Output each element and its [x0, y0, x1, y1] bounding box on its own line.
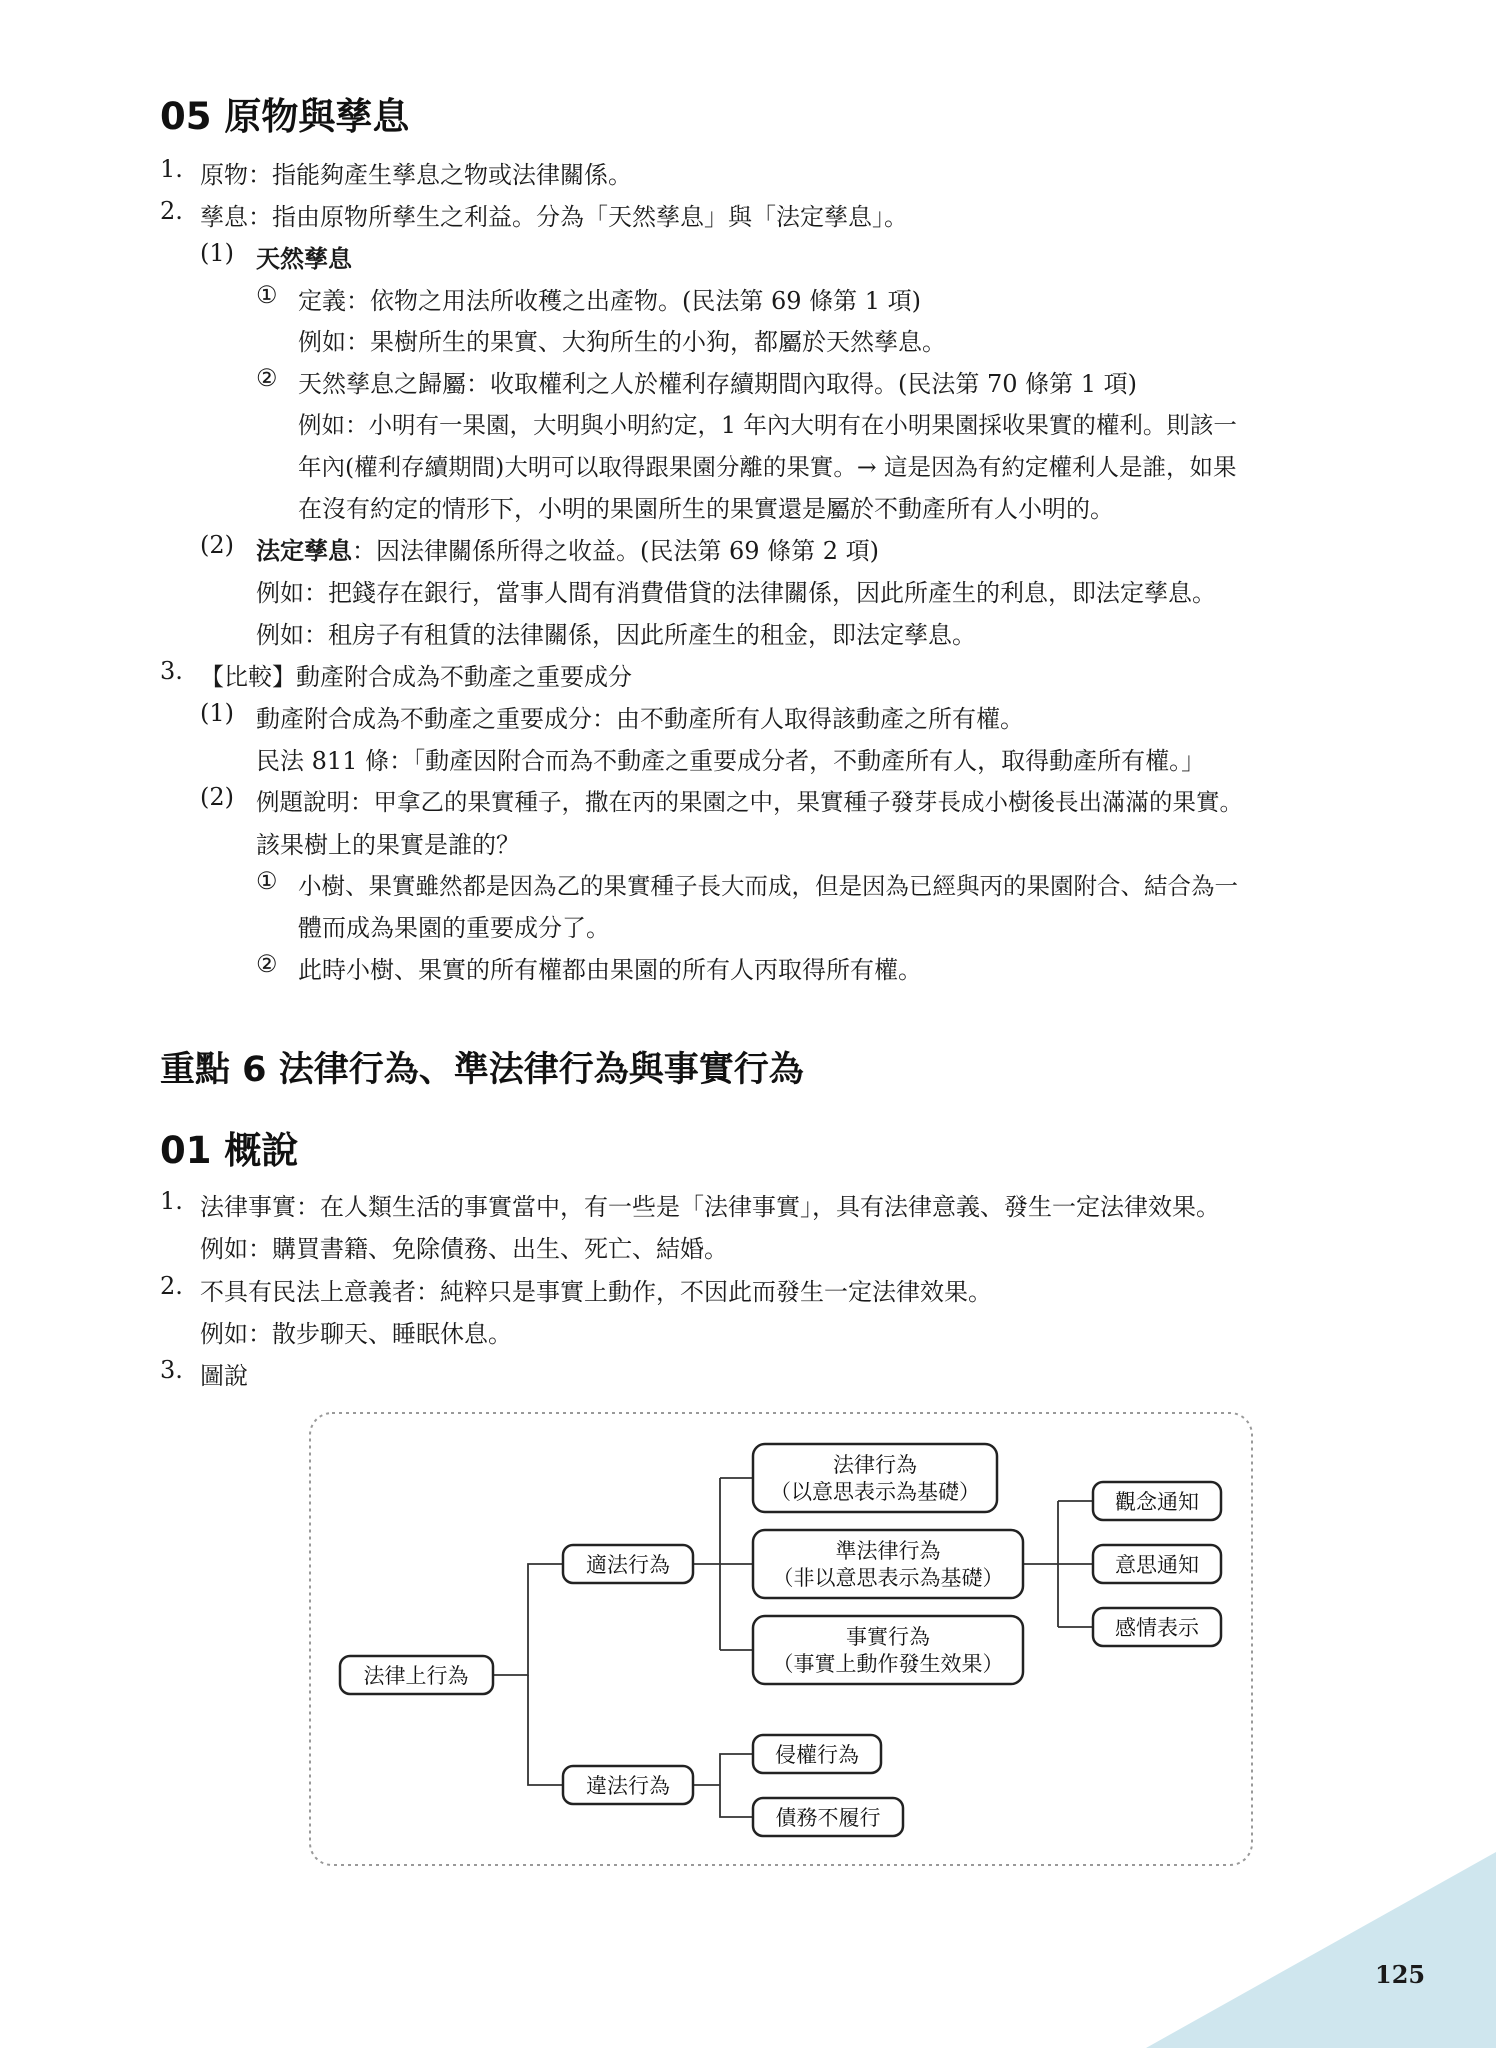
- node-emotion: [1093, 1608, 1221, 1646]
- circle-mark: ②: [256, 364, 278, 392]
- natural-definition: 定義：依物之用法所收穫之出產物。(民法第 69 條第 1 項): [298, 287, 922, 315]
- legal-facts-example: 例如：購買書籍、免除債務、出生、死亡、結婚。: [200, 1235, 728, 1263]
- node-tort-label: 侵權行為: [775, 1743, 859, 1767]
- natural-ownership-example: 例如：小明有一果園，大明與小明約定，1 年內大明有在小明果園採收果實的權利。則該一: [298, 411, 1237, 439]
- sub-title-legal-fruits: 法定孳息: [256, 537, 352, 565]
- natural-ownership-example: 年內(權利存續期間)大明可以取得跟果園分離的果實。→ 這是因為有約定權利人是誰，如果: [298, 453, 1237, 481]
- item-number: 3.: [160, 657, 183, 685]
- node-legal-acts-label: 適法行為: [586, 1553, 670, 1577]
- sub-number: (1): [200, 239, 234, 267]
- node-factual-act-sub: （事實上動作發生效果）: [772, 1652, 1004, 1676]
- non-legal-acts: 不具有民法上意義者：純粹只是事實上動作，不因此而發生一定法律效果。: [200, 1278, 992, 1306]
- node-root: [340, 1656, 493, 1694]
- natural-ownership: 天然孳息之歸屬：收取權利之人於權利存續期間內取得。(民法第 70 條第 1 項): [298, 370, 1138, 398]
- example-answer: 體而成為果園的重要成分了。: [298, 914, 610, 942]
- natural-example: 例如：果樹所生的果實、大狗所生的小狗，都屬於天然孳息。: [298, 328, 946, 356]
- item-original: 原物：指能夠產生孳息之物或法律關係。: [200, 161, 632, 189]
- civil-code-811: 民法 811 條：「動產因附合而為不動產之重要成分者，不動產所有人，取得動產所有權。」: [256, 747, 1206, 775]
- legal-fruits-text: ：因法律關係所得之收益。(民法第 69 條第 2 項): [352, 537, 880, 565]
- item-number: 1.: [160, 1187, 183, 1215]
- example-question: 該果樹上的果實是誰的？: [256, 831, 520, 859]
- node-juristic-act: [753, 1444, 997, 1512]
- circle-mark: ②: [256, 950, 278, 978]
- example-answer: 小樹、果實雖然都是因為乙的果實種子長大而成，但是因為已經與丙的果園附合、結合為一: [298, 872, 1238, 900]
- node-quasi-act-title: 準法律行為: [835, 1539, 941, 1563]
- point-heading: 重點 6 法律行為、準法律行為與事實行為: [160, 1050, 804, 1090]
- node-root-label: 法律上行為: [363, 1664, 469, 1688]
- item-number: 1.: [160, 155, 183, 183]
- node-factual-act: [753, 1616, 1023, 1684]
- item-comparison: 【比較】動產附合成為不動產之重要成分: [200, 663, 632, 691]
- node-notice-intent-label: 意思通知: [1115, 1553, 1199, 1577]
- page-number: 125: [1375, 1960, 1426, 1989]
- circle-mark: ①: [256, 867, 278, 895]
- node-legal-acts: [563, 1545, 693, 1583]
- legal-fruits-example: 例如：租房子有租賃的法律關係，因此所產生的租金，即法定孳息。: [256, 621, 976, 649]
- sub-number: (2): [200, 531, 234, 559]
- item-number: 2.: [160, 197, 183, 225]
- node-notice-intent: [1093, 1545, 1221, 1583]
- node-quasi-act-sub: （非以意思表示為基礎）: [772, 1566, 1004, 1590]
- node-notice-concept: [1093, 1482, 1221, 1520]
- node-quasi-juristic-act: [753, 1530, 1023, 1598]
- accession-rule: 動產附合成為不動產之重要成分：由不動產所有人取得該動產之所有權。: [256, 705, 1024, 733]
- circle-mark: ①: [256, 281, 278, 309]
- node-juristic-act-title: 法律行為: [833, 1453, 917, 1477]
- item-number: 3.: [160, 1356, 183, 1384]
- node-default: [753, 1798, 903, 1836]
- node-notice-concept-label: 觀念通知: [1115, 1490, 1199, 1514]
- legal-fruits-example: 例如：把錢存在銀行，當事人間有消費借貸的法律關係，因此所產生的利息，即法定孳息。: [256, 579, 1216, 607]
- example-answer: 此時小樹、果實的所有權都由果園的所有人丙取得所有權。: [298, 956, 922, 984]
- section-heading-01: 01 概說: [160, 1129, 299, 1172]
- node-emotion-label: 感情表示: [1115, 1616, 1199, 1640]
- non-legal-acts-example: 例如：散步聊天、睡眠休息。: [200, 1320, 512, 1348]
- node-tort: [753, 1735, 881, 1773]
- example-question: 例題說明：甲拿乙的果實種子，撒在丙的果園之中，果實種子發芽長成小樹後長出滿滿的果實。: [256, 788, 1243, 816]
- sub-number: (2): [200, 783, 234, 811]
- item-number: 2.: [160, 1272, 183, 1300]
- diagram-caption: 圖說: [200, 1362, 248, 1390]
- node-factual-act-title: 事實行為: [846, 1625, 930, 1649]
- node-illegal-acts-label: 違法行為: [586, 1774, 670, 1798]
- natural-ownership-example: 在沒有約定的情形下，小明的果園所生的果實還是屬於不動產所有人小明的。: [298, 495, 1114, 523]
- node-illegal-acts: [563, 1766, 693, 1804]
- node-default-label: 債務不履行: [775, 1806, 881, 1830]
- legal-facts: 法律事實：在人類生活的事實當中，有一些是「法律事實」，具有法律意義、發生一定法律效果。: [200, 1193, 1220, 1221]
- section-heading-05: 05 原物與孳息: [160, 95, 410, 138]
- sub-title-natural-fruits: 天然孳息: [256, 245, 352, 273]
- item-fruits: 孳息：指由原物所孳生之利益。分為「天然孳息」與「法定孳息」。: [200, 203, 908, 231]
- node-juristic-act-sub: （以意思表示為基礎）: [770, 1480, 980, 1504]
- sub-number: (1): [200, 699, 234, 727]
